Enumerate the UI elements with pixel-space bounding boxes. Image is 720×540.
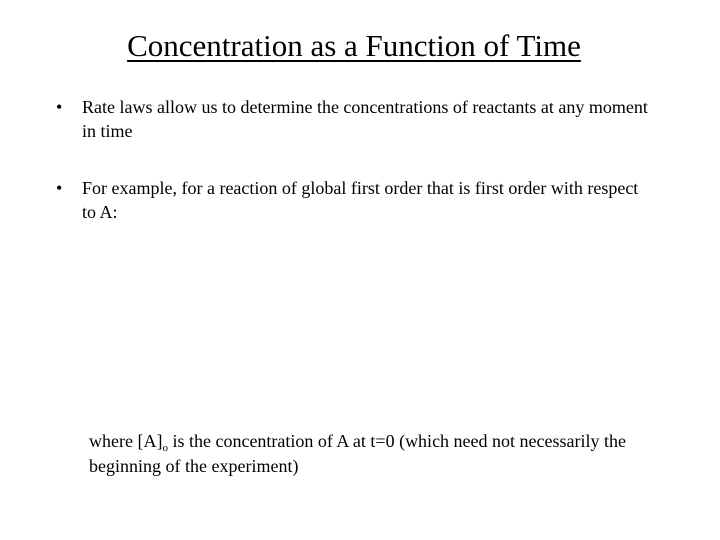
- bullet-item-rate-laws: [56, 95, 656, 143]
- bullet-list: [56, 95, 656, 257]
- bullet-text: Rate laws allow us to determine the concentrations of reactants at any moment in time: [82, 97, 648, 141]
- bullet-icon: •: [56, 178, 63, 198]
- bullet-item-example: [56, 176, 656, 224]
- definition-note: [89, 429, 669, 479]
- slide-title: Concentration as a Function of Time: [127, 28, 581, 63]
- note-subscript: o: [162, 442, 168, 454]
- note-text-before: where [A]: [89, 431, 163, 451]
- note-text-after: is the concentration of A at t=0 (which need not necessarily the beginning of the experiment): [89, 431, 626, 476]
- bullet-icon: •: [56, 97, 63, 117]
- bullet-text: For example, for a reaction of global first order that is first order with respect to A:: [82, 178, 639, 222]
